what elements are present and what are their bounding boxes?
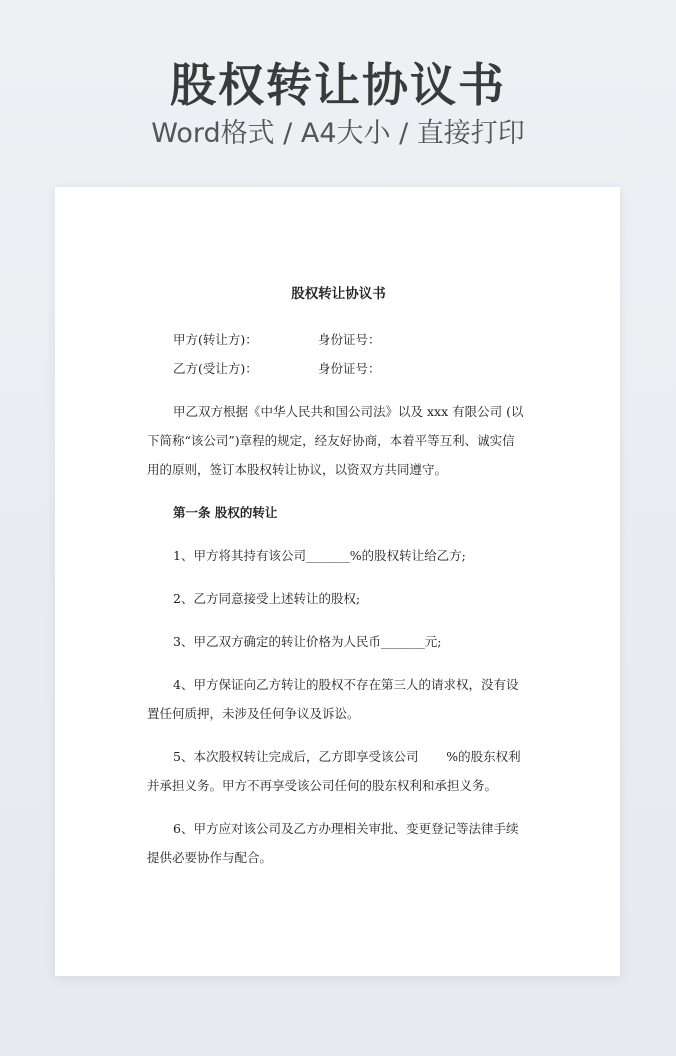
clause-line: 提供必要协作与配合。 xyxy=(147,850,273,865)
page-title: 股权转让协议书 xyxy=(170,58,506,112)
party-b-label: 乙方(受让方)： xyxy=(173,361,258,376)
clause-line: 置任何质押，未涉及任何争议及诉讼。 xyxy=(147,706,360,721)
intro-line: 下简称“该公司”)章程的规定，经友好协商，本着平等互利、诚实信 xyxy=(147,433,515,448)
party-b-row xyxy=(147,354,530,383)
clause-1: 1、甲方将其持有该公司_______%的股权转让给乙方; xyxy=(173,548,466,563)
clause-4 xyxy=(147,670,530,728)
clause-line: 4、甲方保证向乙方转让的股权不存在第三人的请求权，没有设 xyxy=(173,677,519,692)
clause-line: 6、甲方应对该公司及乙方办理相关审批、变更登记等法律手续 xyxy=(173,821,519,836)
clause-5 xyxy=(147,742,530,800)
intro-line: 甲乙双方根据《中华人民共和国公司法》以及 xxx 有限公司 (以 xyxy=(173,404,524,419)
clause-6 xyxy=(147,814,530,872)
clause-3: 3、甲乙双方确定的转让价格为人民币_______元; xyxy=(173,634,442,649)
document-page xyxy=(55,187,620,976)
intro-paragraph xyxy=(147,397,530,484)
clause-2: 2、乙方同意接受上述转让的股权; xyxy=(173,591,361,606)
page-subtitle: Word格式 / A4大小 / 直接打印 xyxy=(151,118,525,149)
intro-line: 用的原则，签订本股权转让协议，以资双方共同遵守。 xyxy=(147,462,448,477)
clause-line: 并承担义务。甲方不再享受该公司任何的股东权利和承担义务。 xyxy=(147,778,498,793)
party-a-label: 甲方(转让方)： xyxy=(173,332,258,347)
party-b-id-label: 身份证号： xyxy=(318,361,381,376)
party-a-id-label: 身份证号： xyxy=(318,332,381,347)
article-1-title: 第一条 股权的转让 xyxy=(173,505,278,520)
document-body xyxy=(147,282,530,872)
clause-line: 5、本次股权转让完成后，乙方即享受该公司 %的股东权利 xyxy=(173,749,521,764)
party-a-row xyxy=(147,325,530,354)
document-title: 股权转让协议书 xyxy=(291,286,386,302)
